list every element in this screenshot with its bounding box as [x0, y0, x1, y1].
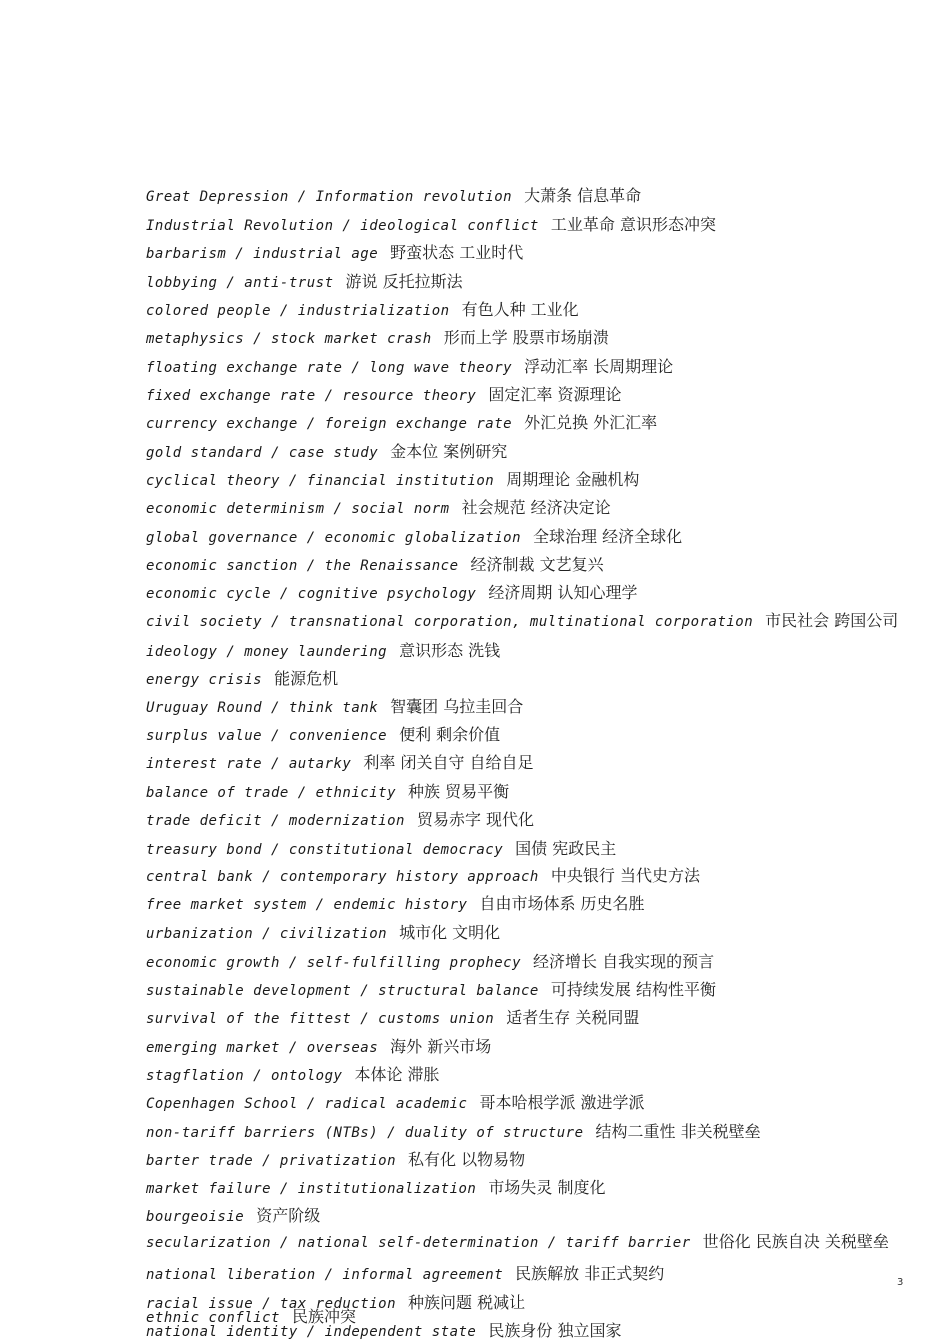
term-english: barbarism / industrial age	[146, 246, 379, 262]
term-english: treasury bond / constitutional democracy	[146, 842, 504, 858]
term-chinese: 本体论 滞胀	[354, 1065, 440, 1084]
term-english: racial issue / tax reduction	[146, 1296, 397, 1312]
term-chinese: 海外 新兴市场	[390, 1037, 492, 1056]
glossary-entry	[146, 924, 500, 943]
term-chinese: 结构二重性 非关税壁垒	[595, 1122, 761, 1141]
glossary-entry	[146, 1151, 525, 1170]
term-english: lobbying / anti-trust	[146, 275, 334, 291]
glossary-entry	[146, 981, 716, 1000]
term-english: metaphysics / stock market crash	[146, 331, 432, 347]
term-chinese: 利率 闭关自守 自给自足	[363, 753, 534, 772]
term-chinese: 中央银行 当代史方法	[550, 866, 700, 885]
term-chinese: 工业革命 意识形态冲突	[550, 215, 716, 234]
glossary-entry	[146, 499, 611, 518]
term-chinese: 周期理论 金融机构	[506, 470, 640, 489]
term-chinese: 城市化 文明化	[399, 923, 501, 942]
term-chinese: 资产阶级	[256, 1206, 321, 1225]
term-english: national identity / independent state	[146, 1324, 477, 1340]
term-english: floating exchange rate / long wave theory	[146, 360, 513, 376]
term-chinese: 经济增长 自我实现的预言	[533, 952, 715, 971]
glossary-entry	[146, 612, 898, 631]
glossary-entry	[146, 1233, 889, 1252]
term-chinese: 市场失灵 制度化	[488, 1178, 606, 1197]
term-english: energy crisis	[146, 672, 263, 688]
glossary-entry	[146, 1009, 639, 1028]
glossary-entry	[146, 1179, 605, 1198]
term-chinese: 便利 剩余价值	[399, 725, 501, 744]
term-english: sustainable development / structural balance	[146, 983, 539, 999]
term-chinese: 能源危机	[274, 669, 339, 688]
term-chinese: 民族冲突	[291, 1307, 356, 1326]
term-chinese: 自由市场体系 历史名胜	[479, 894, 645, 913]
term-english: secularization / national self-determination / tariff barrier	[146, 1235, 691, 1251]
term-english: bourgeoisie	[146, 1209, 245, 1225]
term-chinese: 世俗化 民族自决 关税壁垒	[702, 1232, 889, 1251]
term-english: Copenhagen School / radical academic	[146, 1096, 468, 1112]
page-number: 3	[897, 1277, 904, 1288]
glossary-entry	[146, 670, 338, 689]
glossary-entry	[146, 1322, 621, 1341]
term-english: gold standard / case study	[146, 445, 379, 461]
glossary-entry	[146, 1207, 320, 1226]
term-english: emerging market / overseas	[146, 1040, 379, 1056]
term-english: central bank / contemporary history approach	[146, 869, 539, 885]
term-english: surplus value / convenience	[146, 728, 388, 744]
glossary-entry	[146, 867, 700, 886]
term-chinese: 种族 贸易平衡	[408, 782, 510, 801]
term-english: non-tariff barriers (NTBs) / duality of structure	[146, 1125, 584, 1141]
term-english: stagflation / ontology	[146, 1068, 343, 1084]
term-chinese: 意识形态 洗钱	[399, 641, 501, 660]
term-english: Great Depression / Information revolution	[146, 189, 513, 205]
term-english: cyclical theory / financial institution	[146, 473, 495, 489]
term-chinese: 固定汇率 资源理论	[488, 385, 622, 404]
term-chinese: 智囊团 乌拉圭回合	[390, 697, 524, 716]
glossary-entry	[146, 584, 637, 603]
term-english: colored people / industrialization	[146, 303, 450, 319]
term-chinese: 全球治理 经济全球化	[533, 527, 683, 546]
glossary-entry	[146, 187, 641, 206]
glossary-entry	[146, 811, 534, 830]
glossary-entry	[146, 1038, 491, 1057]
glossary-entry	[146, 840, 616, 859]
term-english: global governance / economic globalization	[146, 530, 522, 546]
term-english: balance of trade / ethnicity	[146, 785, 397, 801]
term-chinese: 大萧条 信息革命	[524, 186, 642, 205]
term-english: Industrial Revolution / ideological conflict	[146, 218, 539, 234]
glossary-entry	[146, 1066, 440, 1085]
term-english: urbanization / civilization	[146, 926, 388, 942]
glossary-entry	[146, 414, 657, 433]
glossary-entry	[146, 642, 500, 661]
term-chinese: 游说 反托拉斯法	[345, 272, 463, 291]
glossary-entry	[146, 698, 523, 717]
term-english: trade deficit / modernization	[146, 813, 405, 829]
term-chinese: 哥本哈根学派 激进学派	[479, 1093, 645, 1112]
term-chinese: 社会规范 经济决定论	[461, 498, 611, 517]
glossary-entry	[146, 1123, 761, 1142]
term-english: economic sanction / the Renaissance	[146, 558, 459, 574]
glossary-entry	[146, 783, 509, 802]
glossary-entry	[146, 895, 645, 914]
term-english: civil society / transnational corporation, multinational corporation	[146, 614, 754, 630]
term-chinese: 种族问题 税减让	[408, 1293, 526, 1312]
term-chinese: 有色人种 工业化	[461, 300, 579, 319]
glossary-entry	[146, 301, 579, 320]
term-chinese: 外汇兑换 外汇汇率	[524, 413, 658, 432]
term-chinese: 经济周期 认知心理学	[488, 583, 638, 602]
glossary-entry	[146, 471, 639, 490]
term-english: national liberation / informal agreement	[146, 1267, 504, 1283]
glossary-entry	[146, 358, 673, 377]
term-chinese: 民族解放 非正式契约	[515, 1264, 665, 1283]
term-chinese: 私有化 以物易物	[408, 1150, 526, 1169]
term-english: Uruguay Round / think tank	[146, 700, 379, 716]
term-chinese: 经济制裁 文艺复兴	[470, 555, 604, 574]
glossary-entry	[146, 329, 609, 348]
glossary-entry	[146, 386, 621, 405]
glossary-entry	[146, 244, 523, 263]
glossary-entry	[146, 273, 463, 292]
term-english: economic cycle / cognitive psychology	[146, 586, 477, 602]
term-chinese: 野蛮状态 工业时代	[390, 243, 524, 262]
term-chinese: 金本位 案例研究	[390, 442, 508, 461]
term-chinese: 贸易赤字 现代化	[416, 810, 535, 829]
term-chinese: 浮动汇率 长周期理论	[524, 357, 674, 376]
term-english: currency exchange / foreign exchange rate	[146, 416, 513, 432]
glossary-entry	[146, 216, 716, 235]
term-chinese: 民族身份 独立国家	[488, 1321, 622, 1340]
glossary-entry	[146, 556, 604, 575]
term-english: interest rate / autarky	[146, 756, 352, 772]
term-english: market failure / institutionalization	[146, 1181, 477, 1197]
term-english: barter trade / privatization	[146, 1153, 397, 1169]
term-chinese: 国债 宪政民主	[515, 839, 617, 858]
term-chinese: 市民社会 跨国公司	[765, 611, 899, 630]
term-english: economic growth / self-fulfilling prophecy	[146, 955, 522, 971]
term-chinese: 可持续发展 结构性平衡	[550, 980, 716, 999]
term-english: survival of the fittest / customs union	[146, 1011, 495, 1027]
term-english: free market system / endemic history	[146, 897, 468, 913]
glossary-entry	[146, 443, 507, 462]
glossary-entry	[146, 953, 714, 972]
term-english: ideology / money laundering	[146, 644, 388, 660]
term-english: fixed exchange rate / resource theory	[146, 388, 477, 404]
glossary-entry	[146, 528, 682, 547]
term-chinese: 形而上学 股票市场崩溃	[443, 328, 609, 347]
term-english: economic determinism / social norm	[146, 501, 450, 517]
glossary-entry	[146, 726, 500, 745]
term-chinese: 适者生存 关税同盟	[506, 1008, 640, 1027]
glossary-entry	[146, 1094, 645, 1113]
term-english: ethnic conflict	[146, 1310, 280, 1326]
glossary-entry	[146, 1265, 664, 1284]
glossary-entry	[146, 754, 534, 773]
